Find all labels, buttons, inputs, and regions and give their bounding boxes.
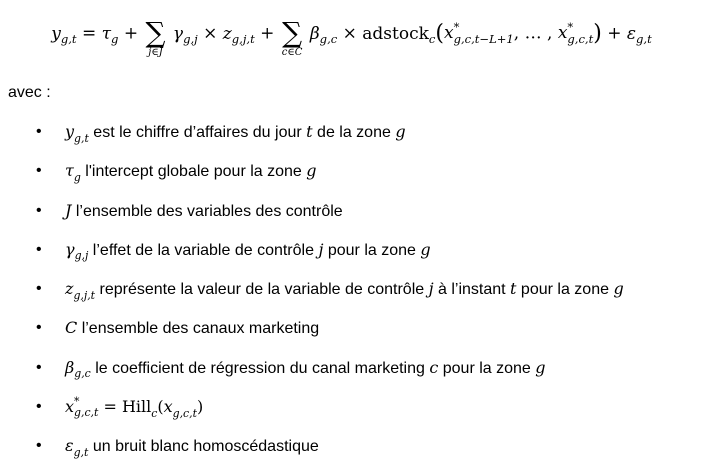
definition-label: l’ensemble des canaux marketing [77,320,320,338]
math-variable: g [420,239,431,259]
definition-text [65,269,624,309]
list-item [0,112,703,151]
list-item [0,348,703,387]
eq-plus: + [123,23,139,44]
eq-sum-channels: ∑ c∈C [281,16,303,58]
eq-sum-controls: ∑ j∈J [145,16,166,58]
eq-times: × [203,23,218,44]
bullet-icon: • [36,280,42,298]
eq-plus: + [607,23,622,44]
definition-text [65,230,431,270]
definition-label: à l’instant [433,281,511,299]
definition-label: pour la zone [438,359,536,377]
definition-label: le coefficient de régression du canal marketing [90,359,430,377]
eq-beta: $\beta_{g,c}$ [309,23,338,47]
math-variable: j [318,239,324,259]
definition-text [65,387,203,427]
eq-epsilon: $\varepsilon_{g,t}$ [626,23,652,47]
math-symbol: C [65,318,78,338]
list-item [0,230,703,269]
eq-tau: $\tau_g$ [101,23,119,47]
definition-label: est le chiffre d’affaires du jour [88,124,307,141]
eq-ellipsis: , … , [513,23,553,44]
list-item [0,269,703,308]
list-item [0,151,703,190]
symbol-subscript: g,j,t [73,288,96,302]
intro-text: avec : [8,84,51,101]
eq-times: × [342,23,357,44]
symbol-subscript: g,c,t [74,405,99,419]
definition-label: représente la valeur de la variable de contrôle [95,281,429,299]
definition-label: l'intercept globale pour la zone [80,163,307,181]
symbol-subscript: g,t [74,131,89,145]
eq-x-first: x * g,c,t−L+1 [443,19,514,46]
definition-text [65,348,546,388]
math-symbol: x * g,c,t [65,394,99,419]
definition-text [65,426,319,466]
definition-text [65,112,406,152]
eq-z: $z_{g,j,t}$ [222,23,255,47]
math-variable: g [535,357,546,377]
definition-label: l’effet de la variable de contrôle [88,241,319,259]
eq-adstock: adstock$_c$ [362,23,436,47]
eq-x-last: x * g,c,t [557,19,594,46]
math-variable: g [613,279,624,299]
math-expression [98,397,204,420]
eq-lparen: ( [435,21,444,46]
eq-rparen: ) [593,21,602,46]
math-symbol: $\beta_{g,c}$ [65,357,91,381]
definition-label: pour la zone [323,241,421,259]
bullet-icon: • [36,358,42,376]
math-variable: j [428,279,434,299]
math-lparen: ( [157,397,164,417]
hill-function: Hill [121,397,152,417]
definition-text [65,151,317,191]
math-arg: x [163,397,173,417]
math-symbol: $\varepsilon_{g,t}$ [65,436,89,459]
math-variable: g [395,122,406,141]
math-symbol: $\tau_g$ [65,161,81,184]
arg-subscript: g,c,t [172,406,197,420]
math-variable: t [510,279,517,299]
math-variable: c [429,357,439,377]
math-symbol: J [65,200,72,220]
math-symbol: $z_{g,j,t}$ [65,279,96,302]
list-item [0,308,703,347]
symbol-subscript: g [73,170,81,184]
eq-y: $y_{g,t}$ [51,23,77,47]
definition-label: l’ensemble des variables des contrôle [71,202,343,220]
bullet-icon: • [36,162,42,180]
math-symbol: $y_{g,t}$ [65,122,89,145]
symbol-subscript: g,t [73,445,89,459]
eq-equals: = [81,23,97,44]
eq-gamma: $\gamma_{g,j}$ [172,23,198,47]
definition-label: de la zone [312,124,396,141]
bullet-icon: • [36,319,42,337]
definition-text [65,308,319,348]
math-symbol: $\gamma_{g,j}$ [65,239,89,263]
function-subscript: c [151,406,158,420]
symbol-subscript: g,c [74,367,91,381]
definition-text [65,191,343,231]
bullet-icon: • [36,240,42,258]
definition-label: pour la zone [516,281,614,299]
math-rparen: ) [196,397,204,417]
bullet-icon: • [36,201,42,219]
bullet-icon: • [36,398,42,416]
main-equation [0,14,703,58]
list-item [0,191,703,230]
symbol-superscript: * [74,394,80,408]
definitions-list [0,112,703,466]
definition-label: un bruit blanc homoscédastique [88,438,319,456]
list-item [0,426,703,465]
list-item [0,387,703,426]
math-equals: = [98,397,122,417]
math-variable: g [306,161,317,181]
math-variable: t [306,122,313,141]
symbol-scripts [74,394,99,419]
symbol-subscript: g,j [74,249,89,263]
eq-plus: + [260,23,275,44]
bullet-icon: • [36,123,42,140]
bullet-icon: • [36,437,42,455]
